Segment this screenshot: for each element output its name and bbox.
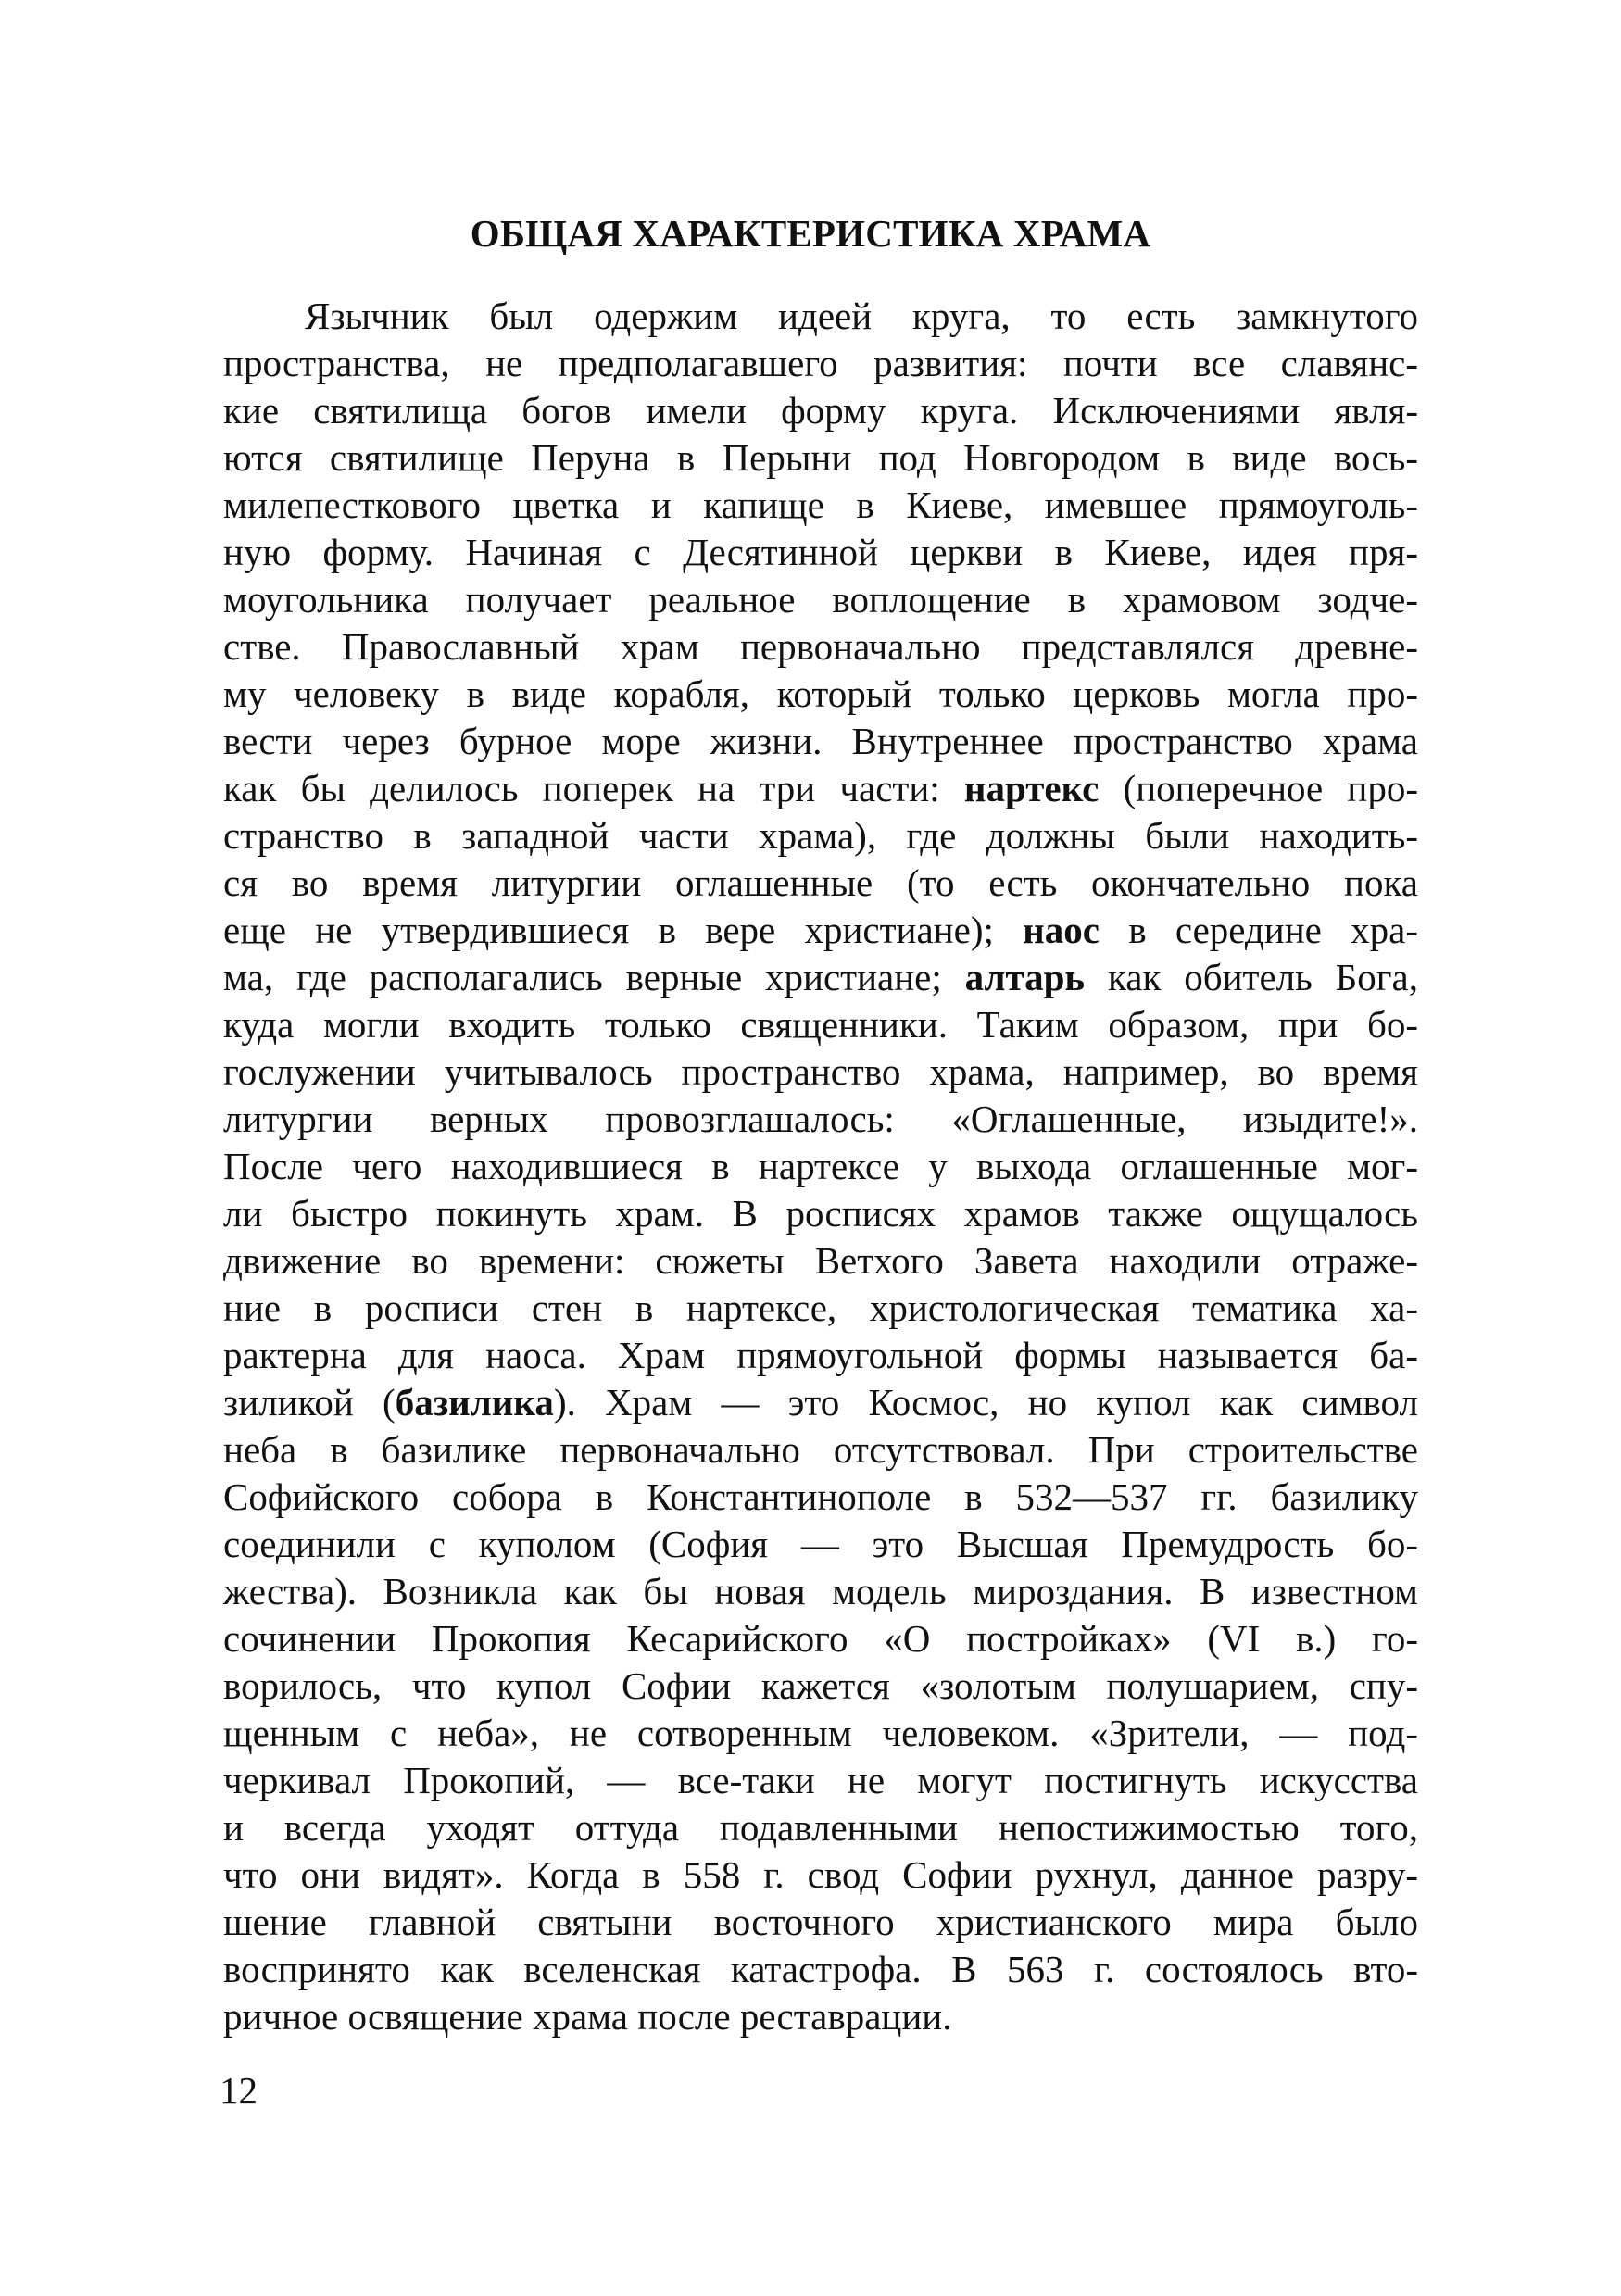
text-line	[223, 434, 1418, 482]
text-run: движение во времени: сюжеты Ветхого Завета находили отраже-	[223, 1239, 1418, 1282]
text-line	[223, 1804, 1418, 1851]
text-line	[223, 340, 1418, 387]
text-line	[223, 954, 1418, 1001]
text-line	[223, 859, 1418, 907]
text-line	[223, 1048, 1418, 1096]
text-run: неба в базилике первоначально отсутствовал. При строительстве	[223, 1428, 1418, 1471]
text-run: рактерна для наоса. Храм прямоугольной формы называется ба-	[223, 1334, 1418, 1376]
text-line	[223, 1521, 1418, 1568]
text-run: му человеку в виде корабля, который только церковь могла про-	[223, 672, 1418, 715]
text-line	[223, 765, 1418, 812]
text-line	[223, 623, 1418, 671]
text-run: как обитель Бога,	[1085, 956, 1418, 998]
text-run: ли быстро покинуть храм. В росписях храмов также ощущалось	[223, 1192, 1418, 1235]
body-paragraph	[223, 293, 1418, 2040]
text-line	[223, 1474, 1418, 1521]
text-line	[223, 1190, 1418, 1237]
text-run: гослужении учитывалось пространство храма, например, во время	[223, 1050, 1418, 1093]
text-line	[223, 1615, 1418, 1662]
text-line	[223, 529, 1418, 576]
text-run: кие святилища богов имели форму круга. Исключениями явля-	[223, 389, 1418, 432]
text-line	[223, 1143, 1418, 1190]
text-run: сочинении Прокопия Кесарийского «О постройках» (VI в.) го-	[223, 1617, 1418, 1660]
bold-term: нартекс	[963, 767, 1100, 809]
text-line	[223, 1946, 1418, 1993]
text-run: моугольника получает реальное воплощение в храмовом зодче-	[223, 578, 1418, 621]
text-run: ние в росписи стен в нартексе, христологическая тематика ха-	[223, 1286, 1418, 1329]
text-line	[223, 1710, 1418, 1757]
text-run: стве. Православный храм первоначально представлялся древне-	[223, 625, 1418, 668]
text-run: ся во время литургии оглашенные (то есть окончательно пока	[223, 861, 1418, 904]
text-line	[223, 1001, 1418, 1048]
text-line	[223, 1757, 1418, 1804]
text-run: в середине хра-	[1099, 909, 1418, 951]
bold-term: наос	[1023, 909, 1100, 951]
text-line	[223, 1285, 1418, 1332]
text-run: пространства, не предполагавшего развития: почти все славянс-	[223, 342, 1418, 384]
text-line	[223, 576, 1418, 623]
text-run: воспринято как вселенская катастрофа. В 563 г. состоялось вто-	[223, 1948, 1418, 1990]
text-run: ричное освящение храма после реставрации.	[223, 1995, 952, 2038]
text-run: странство в западной части храма), где должны были находить-	[223, 814, 1418, 857]
text-run: милепесткового цветка и капище в Киеве, имевшее прямоуголь-	[223, 483, 1418, 526]
page-number: 12	[220, 2069, 258, 2112]
text-run: (поперечное про-	[1099, 767, 1419, 809]
text-run: куда могли входить только священники. Таким образом, при бо-	[223, 1003, 1418, 1046]
text-line	[223, 812, 1418, 859]
text-line	[223, 1851, 1418, 1899]
text-line	[223, 1993, 1418, 2040]
text-line	[223, 1096, 1418, 1143]
text-run: и всегда уходят оттуда подавленными непостижимостью того,	[223, 1806, 1418, 1849]
text-run: жества). Возникла как бы новая модель мироздания. В известном	[223, 1570, 1418, 1612]
text-line	[223, 1899, 1418, 1946]
text-line	[223, 1379, 1418, 1426]
bold-term: базилика	[395, 1381, 554, 1424]
text-run: вести через бурное море жизни. Внутреннее пространство храма	[223, 720, 1418, 762]
text-run: После чего находившиеся в нартексе у выхода оглашенные мог-	[223, 1145, 1418, 1187]
text-run: ма, где располагались верные христиане;	[223, 956, 965, 998]
text-run: щенным с неба», не сотворенным человеком. «Зрители, — под-	[223, 1712, 1418, 1754]
text-run: шение главной святыни восточного христианского мира было	[223, 1901, 1418, 1943]
text-line	[223, 482, 1418, 529]
page-title: ОБЩАЯ ХАРАКТЕРИСТИКА ХРАМА	[470, 212, 1151, 255]
text-run: что они видят». Когда в 558 г. свод Софии рухнул, данное разру-	[223, 1853, 1418, 1896]
text-line	[223, 1662, 1418, 1710]
text-line	[223, 387, 1418, 434]
text-run: ются святилище Перуна в Перыни под Новгородом в виде вось-	[223, 436, 1418, 479]
text-run: как бы делилось поперек на три части:	[223, 767, 964, 809]
bold-term: алтарь	[964, 956, 1086, 998]
text-run: черкивал Прокопий, — все-таки не могут постигнуть искусства	[223, 1759, 1418, 1801]
text-line	[223, 1237, 1418, 1285]
text-run: соединили с куполом (София — это Высшая Премудрость бо-	[223, 1523, 1418, 1565]
text-run: Софийского собора в Константинополе в 532—537 гг. базилику	[223, 1475, 1418, 1518]
text-line	[223, 907, 1418, 954]
text-run: литургии верных провозглашалось: «Оглашенные, изыдите!».	[223, 1098, 1418, 1140]
text-run: зиликой (	[223, 1381, 396, 1424]
text-run: ную форму. Начиная с Десятинной церкви в Киеве, идея пря-	[223, 531, 1418, 573]
text-run: Язычник был одержим идеей круга, то есть замкнутого	[305, 295, 1418, 337]
text-line	[223, 293, 1418, 340]
text-run: ). Храм — это Космос, но купол как символ	[553, 1381, 1418, 1424]
text-line	[223, 1568, 1418, 1615]
text-line	[223, 1332, 1418, 1379]
text-line	[223, 671, 1418, 718]
text-run: ворилось, что купол Софии кажется «золотым полушарием, спу-	[223, 1664, 1418, 1707]
text-line	[223, 1426, 1418, 1474]
text-run: еще не утвердившиеся в вере христиане);	[223, 909, 1024, 951]
text-line	[223, 718, 1418, 765]
